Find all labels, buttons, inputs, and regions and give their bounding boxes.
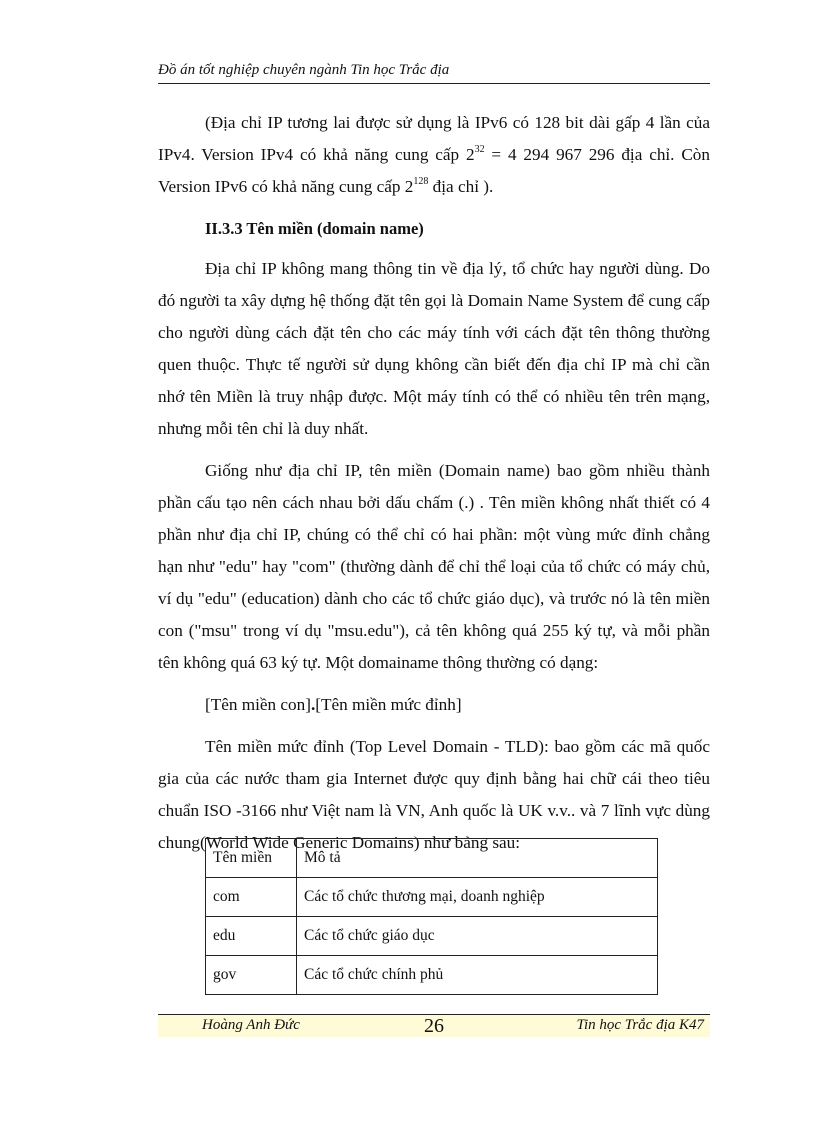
table-header-cell: Mô tả: [297, 839, 658, 878]
domain-format-line: [158, 689, 710, 721]
intro-superscript-1: 32: [474, 144, 485, 156]
footer-author: Hoàng Anh Đức: [202, 1017, 300, 1033]
table-cell: com: [206, 878, 297, 917]
paragraph-tld: Tên miền mức đỉnh (Top Level Domain - TLD): bao gồm các mã quốc gia của các nước tham gia Internet được quy định bằng hai chữ cái theo tiêu chuẩn ISO -3166 như Việt nam là VN, Anh quốc là UK v.v.. và 7 lĩnh vực dùng chung(World Wide Generic Domains) như bảng sau:: [158, 737, 710, 852]
table-cell: Các tổ chức thương mại, doanh nghiệp: [297, 878, 658, 917]
domain-format-tld: [Tên miền mức đỉnh]: [315, 695, 462, 714]
domain-format-subdomain: [Tên miền con]: [205, 695, 311, 714]
table-row: [206, 878, 658, 917]
footer-class: Tin học Trắc địa K47: [576, 1017, 704, 1033]
paragraph-domain-structure: Giống như địa chỉ IP, tên miền (Domain name) bao gồm nhiều thành phần cấu tạo nên cách nhau bởi dấu chấm (.) . Tên miền không nhất thiết có 4 phần như địa chỉ IP, chúng có thể chỉ có hai phần: một vùng mức đỉnh chẳng hạn như "edu" hay "com" (thường dành để chỉ thể loại của tổ chức có máy chủ, ví dụ "edu" (education) dành cho các tổ chức giáo dục), và trước nó là tên miền con ("msu" trong ví dụ "msu.edu"), cả tên không quá 255 ký tự, và mỗi phần tên không quá 63 ký tự. Một domainame thông thường có dạng:: [158, 461, 710, 672]
table-row: [206, 956, 658, 995]
table-header-cell: Tên miền: [206, 839, 297, 878]
table-cell: Các tổ chức giáo dục: [297, 917, 658, 956]
table-cell: Các tổ chức chính phủ: [297, 956, 658, 995]
header-title: Đồ án tốt nghiệp chuyên ngành Tin học Trắc địa: [158, 62, 450, 78]
section-heading: II.3.3 Tên miền (domain name): [205, 219, 424, 238]
footer-page-number: 26: [424, 1015, 444, 1037]
page-header: [158, 62, 710, 84]
tld-table: [205, 838, 658, 995]
table-row: [206, 917, 658, 956]
table-header-row: [206, 839, 658, 878]
intro-superscript-2: 128: [413, 176, 429, 188]
paragraph-ip-location: Địa chỉ IP không mang thông tin về địa lý, tổ chức hay người dùng. Do đó người ta xây dựng hệ thống đặt tên gọi là Domain Name System để cung cấp cho người dùng cách đặt tên cho các máy tính với cách đặt tên thông thường quen thuộc. Thực tế người sử dụng không cần biết đến địa chỉ IP mà chỉ cần nhớ tên Miền là truy nhập được. Một máy tính có thể có nhiều tên trên mạng, nhưng mỗi tên chỉ là duy nhất.: [158, 259, 710, 438]
table-cell: edu: [206, 917, 297, 956]
intro-text-2: = 4 294 967 296 địa chỉ. Còn Version IPv6 có khả năng cung cấp 2: [158, 145, 710, 196]
intro-text-1: (Địa chỉ IP tương lai được sử dụng là IPv6 có 128 bit dài gấp 4 lần của IPv4. Version IPv4 có khả năng cung cấp 2: [158, 113, 710, 164]
table-cell: gov: [206, 956, 297, 995]
intro-paragraph: [158, 107, 710, 203]
page-footer: [158, 1014, 710, 1037]
domain-format-dot: .: [310, 695, 316, 714]
page-content: [158, 107, 710, 859]
intro-text-3: địa chỉ ).: [428, 177, 494, 196]
